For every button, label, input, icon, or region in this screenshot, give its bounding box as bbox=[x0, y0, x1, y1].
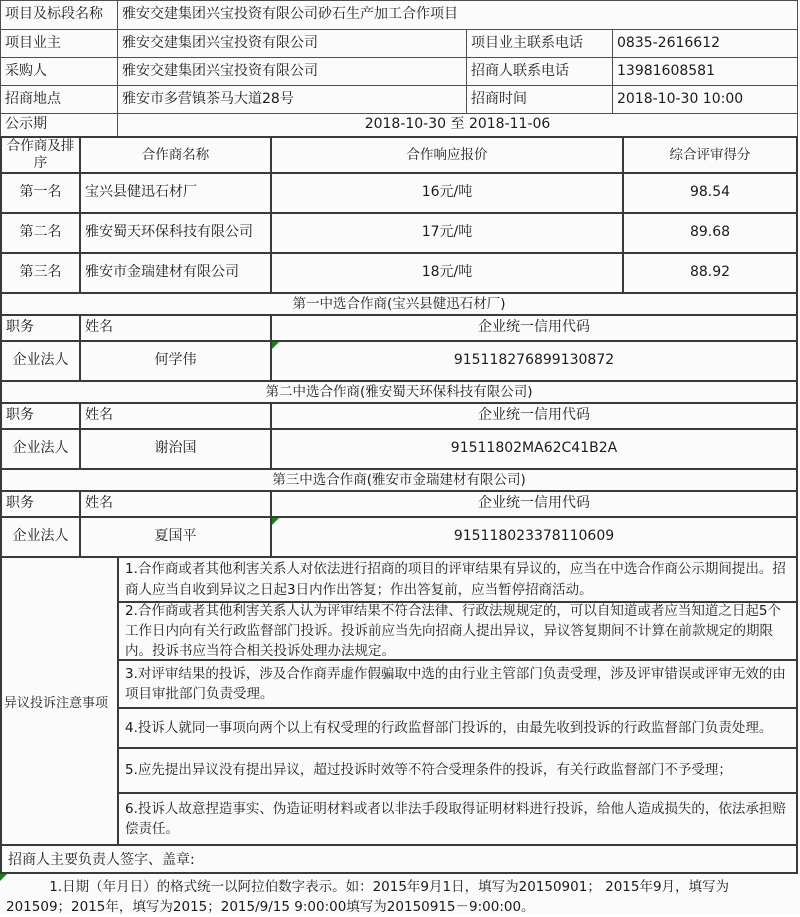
publicity-period-value: 2018-10-30 至 2018-11-06 bbox=[118, 114, 798, 136]
table-row bbox=[0, 0, 798, 30]
score-cell: 98.54 bbox=[624, 174, 798, 212]
winner-banner-text: 第一中选合作商(宝兴县健迅石材厂) bbox=[2, 294, 798, 314]
table-row bbox=[0, 254, 798, 294]
legal-person-name-cell: 夏国平 bbox=[81, 518, 272, 556]
table-row bbox=[0, 214, 798, 254]
position-header: 职务 bbox=[2, 492, 81, 516]
winner-banner-text: 第三中选合作商(雅安市金瑞建材有限公司) bbox=[2, 470, 798, 490]
credit-code-value: 915118023378110609 bbox=[453, 528, 615, 545]
table-row bbox=[0, 174, 798, 214]
ranking-header-row bbox=[0, 136, 798, 174]
rank-cell: 第二名 bbox=[2, 214, 81, 252]
notice-item-6: 6.投诉人故意捏造事实、伪造证明材料或者以非法手段取得证明材料进行投诉，给他人造成损失的，依法承担赔偿责任。 bbox=[125, 800, 786, 837]
position-cell: 企业法人 bbox=[2, 518, 81, 556]
credit-code-value: 915118276899130872 bbox=[453, 352, 615, 369]
winner-block-2 bbox=[0, 382, 798, 470]
cell-flag-icon bbox=[272, 342, 279, 349]
footer-note bbox=[0, 874, 798, 916]
location-value: 雅安市多营镇茶马大道28号 bbox=[118, 86, 467, 113]
score-cell: 89.68 bbox=[624, 214, 798, 252]
table-row bbox=[0, 114, 798, 136]
recruiter-phone-value: 13981608581 bbox=[613, 58, 798, 85]
column-header-rank: 合作商及排序 bbox=[2, 138, 81, 172]
credit-code-cell bbox=[272, 342, 798, 380]
signature-row bbox=[0, 846, 798, 874]
purchaser-label: 采购人 bbox=[1, 58, 118, 85]
position-cell: 企业法人 bbox=[2, 430, 81, 468]
table-row bbox=[0, 86, 798, 114]
winner-header-row bbox=[0, 492, 798, 518]
project-name-value: 雅安交建集团兴宝投资有限公司砂石生产加工合作项目 bbox=[118, 1, 798, 29]
publicity-period-label: 公示期 bbox=[1, 114, 118, 136]
notice-item-1: 1.合作商或者其他利害关系人对依法进行招商的项目的评审结果有异议的，应当在中选合作商公示期间提出。招商人应当自收到异议之日起3日内作出答复；作出答复前，应当暂停招商活动。 bbox=[119, 558, 796, 603]
objection-notice-items bbox=[119, 558, 798, 844]
position-header: 职务 bbox=[2, 404, 81, 428]
notice-item-4: 4.投诉人就同一事项向两个以上有权受理的行政监督部门投诉的，由最先收到投诉的行政监督部门负责处理。 bbox=[119, 709, 796, 749]
time-value: 2018-10-30 10:00 bbox=[613, 86, 798, 113]
cell-flag-icon bbox=[0, 874, 7, 881]
date-format-note: 1.日期（年月日）的格式统一以阿拉伯数字表示。如：2015年9月1日，填写为20150901； 2015年9月，填写为201509；2015年，填写为2015；2015/9/15 9:00:00填写为20150915－9:00:00。 bbox=[6, 879, 730, 915]
winner-header-row bbox=[0, 404, 798, 430]
winner-banner bbox=[0, 470, 798, 492]
column-header-score: 综合评审得分 bbox=[624, 138, 798, 172]
notice-item-5: 5.应先提出异议没有提出异议，超过投诉时效等不符合受理条件的投诉，有关行政监督部门不予受理； bbox=[119, 749, 796, 794]
company-name-cell: 雅安市金瑞建材有限公司 bbox=[81, 254, 272, 292]
ranking-table bbox=[0, 136, 798, 294]
credit-code-header: 企业统一信用代码 bbox=[272, 404, 798, 428]
project-name-label: 项目及标段名称 bbox=[1, 1, 118, 29]
price-cell: 17元/吨 bbox=[272, 214, 624, 252]
legal-person-name-cell: 谢治国 bbox=[81, 430, 272, 468]
owner-phone-value: 0835-2616612 bbox=[613, 30, 798, 57]
table-row bbox=[0, 58, 798, 86]
cell-flag-icon bbox=[272, 518, 279, 525]
signature-label: 招商人主要负责人签字、盖章: bbox=[8, 852, 195, 868]
position-header: 职务 bbox=[2, 316, 81, 340]
location-label: 招商地点 bbox=[1, 86, 118, 113]
credit-code-cell bbox=[272, 430, 798, 468]
purchaser-value: 雅安交建集团兴宝投资有限公司 bbox=[118, 58, 467, 85]
winner-banner bbox=[0, 382, 798, 404]
winner-banner-text: 第二中选合作商(雅安蜀天环保科技有限公司) bbox=[2, 382, 798, 402]
score-cell: 88.92 bbox=[624, 254, 798, 292]
company-name-cell: 宝兴县健迅石材厂 bbox=[81, 174, 272, 212]
owner-value: 雅安交建集团兴宝投资有限公司 bbox=[118, 30, 467, 57]
credit-code-header: 企业统一信用代码 bbox=[272, 492, 798, 516]
winner-value-row bbox=[0, 518, 798, 558]
rank-cell: 第一名 bbox=[2, 174, 81, 212]
project-info-table bbox=[0, 0, 798, 136]
credit-code-header: 企业统一信用代码 bbox=[272, 316, 798, 340]
notice-item-2: 2.合作商或者其他利害关系人认为评审结果不符合法律、行政法规规定的，可以自知道或者应当知道之日起5个工作日内向有关行政监督部门投诉。投诉前应当先向招商人提出异议，异议答复期间不计算在前款规定的期限内。投诉书应当符合相关投诉处理办法规定。 bbox=[119, 603, 796, 661]
position-cell: 企业法人 bbox=[2, 342, 81, 380]
notice-item-3: 3.对评审结果的投诉，涉及合作商弄虚作假骗取中选的由行业主管部门负责受理，涉及评审错误或评审无效的由项目审批部门负责受理。 bbox=[119, 661, 796, 709]
recruiter-phone-label: 招商人联系电话 bbox=[467, 58, 613, 85]
name-header: 姓名 bbox=[81, 404, 272, 428]
winner-header-row bbox=[0, 316, 798, 342]
credit-code-value: 91511802MA62C41B2A bbox=[450, 440, 618, 457]
price-cell: 16元/吨 bbox=[272, 174, 624, 212]
winner-value-row bbox=[0, 342, 798, 382]
column-header-price: 合作响应报价 bbox=[272, 138, 624, 172]
table-row bbox=[0, 30, 798, 58]
winner-block-1 bbox=[0, 294, 798, 382]
price-cell: 18元/吨 bbox=[272, 254, 624, 292]
credit-code-cell bbox=[272, 518, 798, 556]
winner-value-row bbox=[0, 430, 798, 470]
column-header-name: 合作商名称 bbox=[81, 138, 272, 172]
company-name-cell: 雅安蜀天环保科技有限公司 bbox=[81, 214, 272, 252]
objection-notice-section bbox=[0, 558, 798, 846]
name-header: 姓名 bbox=[81, 492, 272, 516]
owner-label: 项目业主 bbox=[1, 30, 118, 57]
winner-banner bbox=[0, 294, 798, 316]
objection-notice-label: 异议投诉注意事项 bbox=[2, 558, 119, 844]
name-header: 姓名 bbox=[81, 316, 272, 340]
legal-person-name-cell: 何学伟 bbox=[81, 342, 272, 380]
time-label: 招商时间 bbox=[467, 86, 613, 113]
winner-block-3 bbox=[0, 470, 798, 558]
rank-cell: 第三名 bbox=[2, 254, 81, 292]
owner-phone-label: 项目业主联系电话 bbox=[467, 30, 613, 57]
